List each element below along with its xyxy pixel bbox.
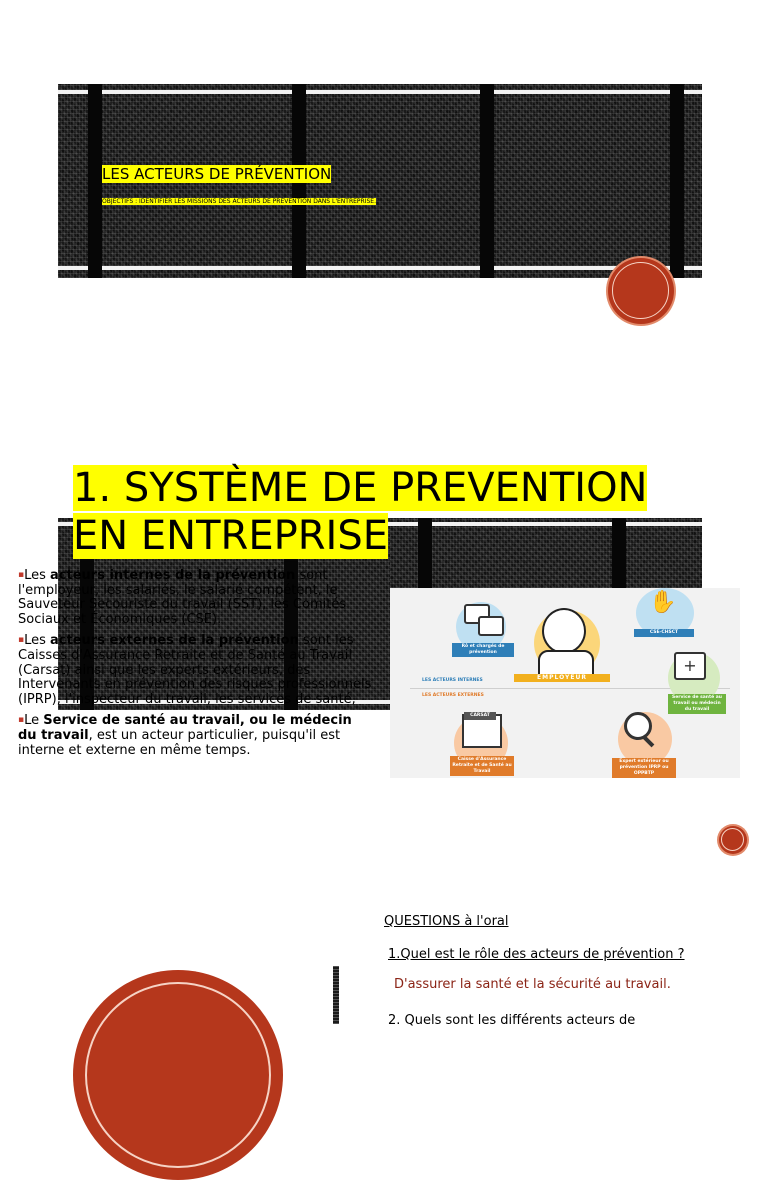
section-title: 1. SYSTÈME DE PREVENTION EN ENTREPRISE bbox=[73, 465, 648, 559]
ribbon-health-service: Service de santé au travail ou médecin du travail bbox=[668, 694, 726, 714]
bullet-health-service: ▪Le Service de santé au travail, ou le médecin du travail, est un acteur particulier, puisqu'il est interne et externe en même temps. bbox=[18, 713, 352, 758]
handshake-icon: ✋ bbox=[649, 590, 677, 615]
slide-subtitle: OBJECTIFS : IDENTIFIER LES MISSIONS DES ACTEURS DE PRÉVENTION DANS L'ENTREPRISE. bbox=[102, 198, 376, 205]
ribbon-expert: Expert extérieur ou prévention IPRP ou OPPBTP bbox=[612, 758, 676, 778]
carsat-sign: CARSAT bbox=[464, 712, 496, 720]
question-1: 1.Quel est le rôle des acteurs de prévention ? bbox=[388, 947, 685, 962]
ribbon-carsat: Caisse d'Assurance Retraite et de Santé au Travail bbox=[450, 756, 514, 776]
question-2: 2. Quels sont les différents acteurs de bbox=[388, 1013, 636, 1028]
decorative-bar bbox=[333, 966, 339, 1024]
bullet-internal-actors: ▪Les acteurs internes de la prévention sont l'employeur, les salariés, le salarié compétent, le Sauveteur Secouriste du travail (SST), les Comités Sociaux et Économiques (CSE). bbox=[18, 568, 347, 627]
decorative-dot bbox=[608, 258, 674, 324]
employer-head-icon bbox=[542, 608, 586, 654]
ribbon-cse: CSE-CHSCT bbox=[634, 629, 694, 637]
label-external-actors: LES ACTEURS EXTERNES bbox=[422, 693, 484, 698]
answer-1: D'assurer la santé et la sécurité au travail. bbox=[394, 977, 671, 992]
bullet-external-actors: ▪Les acteurs externes de la prévention sont les Caisses d'Assurance Retraite et de Santé au Travail (Carsat) ainsi que les experts extérieurs, des Intervenants en prévention des risques professionnels (IPRP), l'inspecteur du travail, les services de santé, bbox=[18, 633, 372, 707]
magnifier-icon bbox=[624, 712, 652, 740]
decorative-dot-small bbox=[719, 826, 747, 854]
decorative-large-disc bbox=[73, 970, 283, 1180]
ribbon-representatives: Rô et chargés de prévention bbox=[452, 643, 514, 657]
bullet-list bbox=[18, 568, 373, 764]
speech-bubble-icon-2 bbox=[478, 616, 504, 636]
prevention-actors-infographic bbox=[390, 588, 740, 778]
ribbon-employer: EMPLOYEUR bbox=[514, 674, 610, 682]
questions-heading: QUESTIONS à l'oral bbox=[384, 914, 509, 929]
label-internal-actors: LES ACTEURS INTERNES bbox=[422, 678, 483, 683]
medical-kit-icon: + bbox=[674, 652, 706, 680]
slide-title: LES ACTEURS DE PRÉVENTION bbox=[102, 165, 332, 183]
